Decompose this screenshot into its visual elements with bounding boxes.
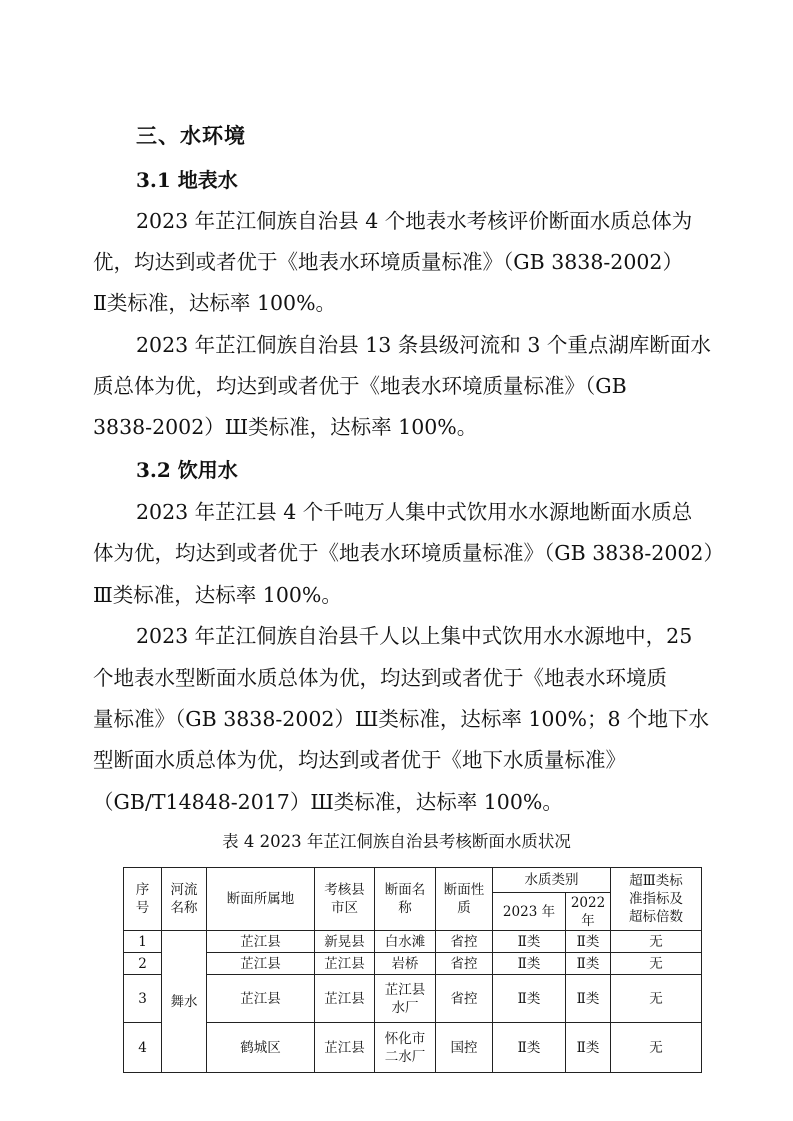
paragraph-line: 个地表水型断面水质总体为优，均达到或者优于《地表水环境质 [93,666,667,690]
cell-2023: Ⅱ类 [493,953,566,975]
header-name: 断面名 称 [375,868,436,931]
cell-county: 芷江县 [315,975,375,1023]
cell-county: 芷江县 [315,953,375,975]
cell-name: 怀化市 二水厂 [375,1023,436,1073]
cell-2023: Ⅱ类 [493,1023,566,1073]
paragraph-line: 质总体为优，均达到或者优于《地表水环境质量标准》（GB [93,374,627,398]
cell-county: 芷江县 [315,1023,375,1073]
cell-2023: Ⅱ类 [493,975,566,1023]
header-river: 河流 名称 [162,868,207,931]
surface-water-heading: 3.1 地表水 [136,168,238,192]
table-caption: 表 4 2023 年芷江侗族自治县考核断面水质状况 [222,832,571,851]
paragraph-line: 量标准》（GB 3838-2002）Ш类标准，达标率 100%；8 个地下水 [93,707,710,731]
cell-name: 白水滩 [375,931,436,953]
cell-section: 芷江县 [207,975,315,1023]
header-2023: 2023 年 [493,893,566,931]
cell-seq: 4 [124,1023,162,1073]
paragraph-line: 型断面水质总体为优，均达到或者优于《地下水质量标准》 [93,748,626,772]
cell-county: 新晃县 [315,931,375,953]
cell-2022: Ⅱ类 [566,1023,611,1073]
paragraph-line: 2023 年芷江侗族自治县千人以上集中式饮用水水源地中，25 [136,624,693,648]
cell-section: 芷江县 [207,931,315,953]
cell-exceed: 无 [611,1023,702,1073]
header-county: 考核县 市区 [315,868,375,931]
header-seq: 序 号 [124,868,162,931]
cell-section: 鹤城区 [207,1023,315,1073]
cell-2023: Ⅱ类 [493,931,566,953]
drinking-water-heading: 3.2 饮用水 [136,458,238,482]
paragraph-line: 2023 年芷江侗族自治县 13 条县级河流和 3 个重点湖库断面水 [136,333,711,357]
table-row [124,1023,702,1073]
table-row [124,975,702,1023]
paragraph-line: 2023 年芷江侗族自治县 4 个地表水考核评价断面水质总体为 [136,209,693,233]
cell-2022: Ⅱ类 [566,931,611,953]
cell-section: 芷江县 [207,953,315,975]
table-row [124,931,702,953]
paragraph-line: 体为优，均达到或者优于《地表水环境质量标准》（GB 3838-2002） [93,541,724,565]
cell-exceed: 无 [611,931,702,953]
cell-2022: Ⅱ类 [566,975,611,1023]
cell-exceed: 无 [611,953,702,975]
paragraph-line: （GB/T14848-2017）Ш类标准，达标率 100%。 [93,790,563,814]
section-heading: 三、水环境 [136,123,246,148]
cell-2022: Ⅱ类 [566,953,611,975]
cell-seq: 1 [124,931,162,953]
header-2022: 2022 年 [566,893,611,931]
header-quality: 水质类别 [493,868,611,893]
cell-nature: 省控 [436,953,493,975]
water-quality-table [123,867,702,1073]
paragraph-line: Ⅲ类标准，达标率 100%。 [93,583,342,607]
header-exceed: 超Ⅲ类标 准指标及 超标倍数 [611,868,702,931]
paragraph-line: 3838-2002）Ш类标准，达标率 100%。 [93,415,478,439]
paragraph-line: 优，均达到或者优于《地表水环境质量标准》（GB 3838-2002） [93,250,683,274]
table-header-row [124,868,702,893]
cell-river: 舞水 [162,931,207,1073]
cell-nature: 国控 [436,1023,493,1073]
cell-name: 芷江县 水厂 [375,975,436,1023]
header-nature: 断面性 质 [436,868,493,931]
table-row [124,953,702,975]
cell-seq: 3 [124,975,162,1023]
paragraph-line: Ⅱ类标准，达标率 100%。 [93,291,337,315]
cell-nature: 省控 [436,931,493,953]
cell-exceed: 无 [611,975,702,1023]
cell-nature: 省控 [436,975,493,1023]
header-section: 断面所属地 [207,868,315,931]
cell-name: 岩桥 [375,953,436,975]
paragraph-line: 2023 年芷江县 4 个千吨万人集中式饮用水水源地断面水质总 [136,500,693,524]
cell-seq: 2 [124,953,162,975]
